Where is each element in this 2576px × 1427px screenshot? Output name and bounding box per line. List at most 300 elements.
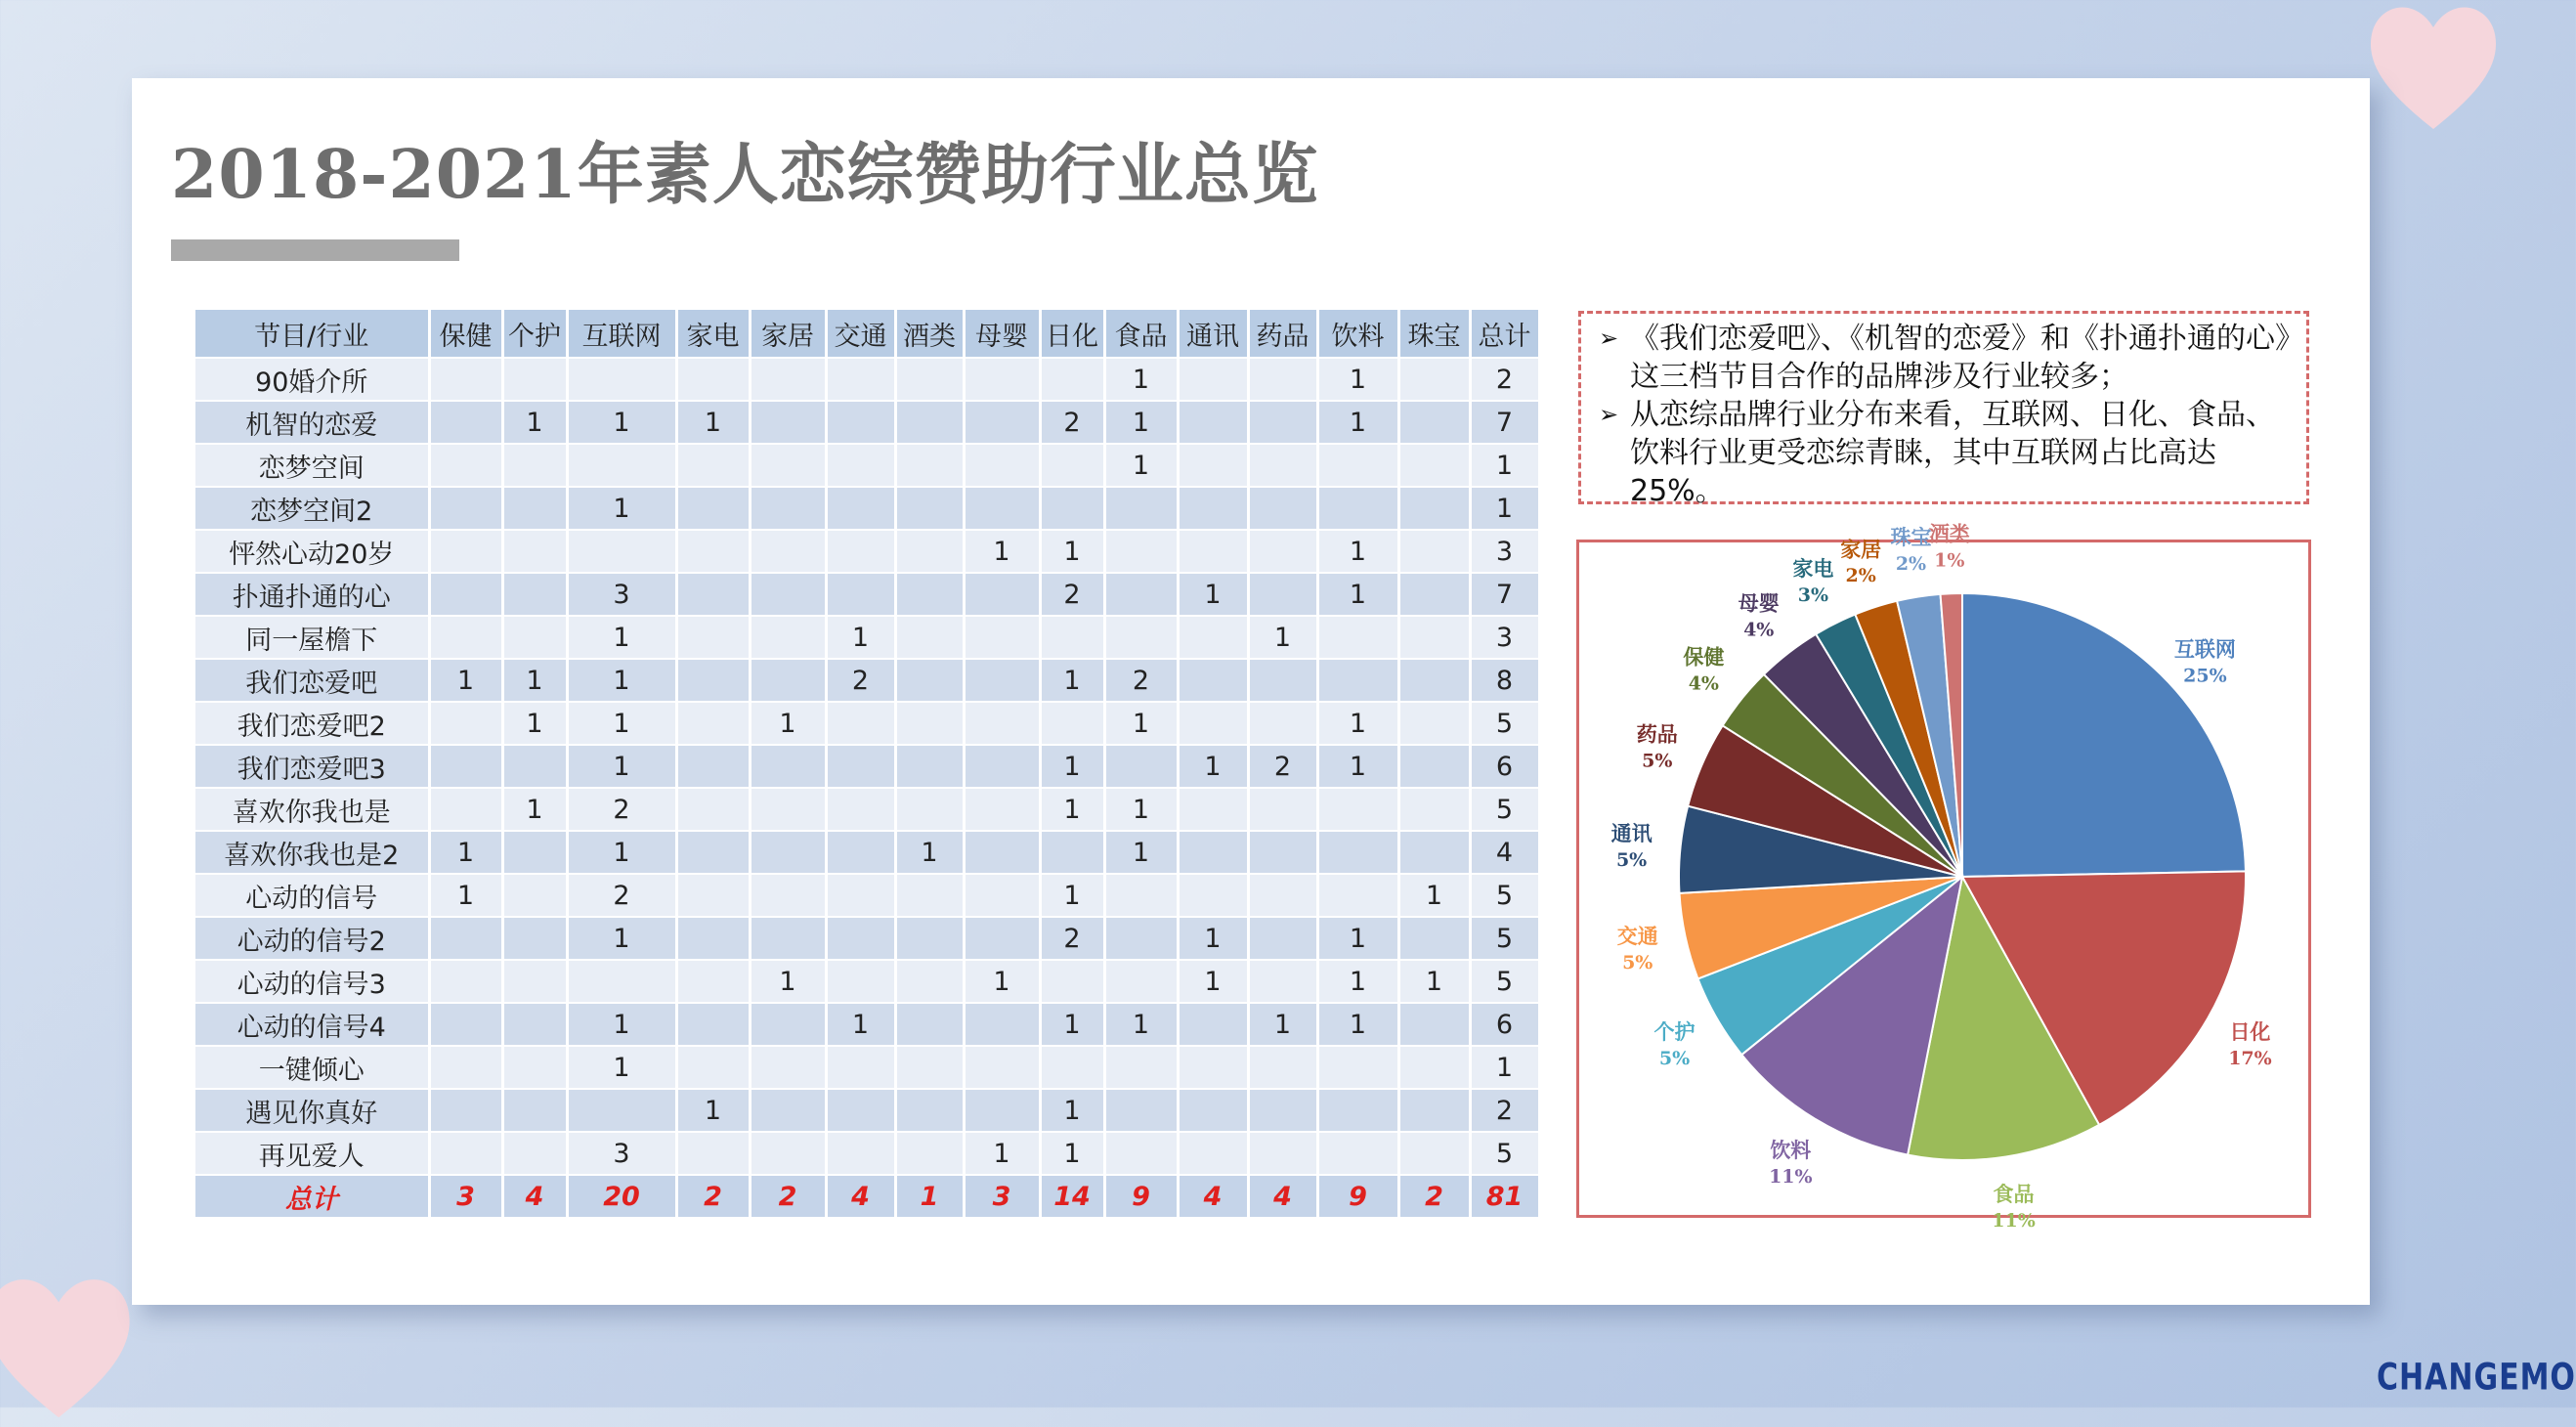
- note-item: [1599, 396, 2291, 510]
- table-cell: [502, 960, 567, 1003]
- table-cell: 1: [567, 616, 676, 659]
- table-cell: [1248, 1089, 1317, 1132]
- table-cell: 1: [1104, 1003, 1178, 1046]
- table-cell: [1178, 788, 1248, 831]
- pie-label-percent: 25%: [2183, 665, 2227, 687]
- table-cell: [1040, 960, 1104, 1003]
- table-cell: [1248, 1132, 1317, 1175]
- table-cell: 4: [1470, 831, 1539, 874]
- table-cell: [676, 659, 750, 702]
- table-cell: [1104, 1046, 1178, 1089]
- table-cell: [895, 659, 964, 702]
- pie-label-percent: 4%: [1743, 619, 1775, 641]
- table-cell: 1: [567, 659, 676, 702]
- table-cell: [429, 616, 502, 659]
- pie-label-name: 交通: [1616, 923, 1658, 948]
- table-cell: [826, 702, 895, 745]
- table-cell: [429, 358, 502, 401]
- total-cell: 3: [429, 1175, 502, 1218]
- table-cell: [676, 444, 750, 487]
- table-cell: 1: [567, 487, 676, 530]
- table-cell: [826, 960, 895, 1003]
- program-name-cell: 一键倾心: [195, 1046, 429, 1089]
- pie-label-name: 通讯: [1610, 821, 1653, 846]
- table-cell: [826, 917, 895, 960]
- program-name-cell: 喜欢你我也是: [195, 788, 429, 831]
- table-cell: 1: [429, 874, 502, 917]
- table-cell: [429, 702, 502, 745]
- table-cell: [676, 573, 750, 616]
- total-cell: 81: [1470, 1175, 1539, 1218]
- total-cell: 2: [750, 1175, 826, 1218]
- program-name-cell: 我们恋爱吧3: [195, 745, 429, 788]
- table-cell: [676, 616, 750, 659]
- table-cell: 3: [1470, 616, 1539, 659]
- table-cell: [750, 1046, 826, 1089]
- table-cell: 1: [826, 616, 895, 659]
- pie-label-percent: 11%: [1992, 1209, 2036, 1232]
- pie-label-name: 日化: [2229, 1019, 2271, 1044]
- pie-label-name: 药品: [1636, 721, 1678, 747]
- table-cell: [567, 530, 676, 573]
- table-cell: [750, 1132, 826, 1175]
- table-cell: [964, 1046, 1040, 1089]
- table-cell: [1317, 487, 1398, 530]
- pie-label-13: [1929, 521, 1970, 571]
- total-cell: 4: [502, 1175, 567, 1218]
- table-cell: [676, 530, 750, 573]
- table-cell: [1178, 1046, 1248, 1089]
- table-cell: 1: [1248, 1003, 1317, 1046]
- table-cell: 1: [567, 1003, 676, 1046]
- table-row: [195, 917, 1539, 960]
- heart-icon: [0, 1271, 142, 1427]
- table-cell: 1: [1470, 487, 1539, 530]
- notes-box: [1578, 311, 2309, 508]
- pie-label-percent: 4%: [1688, 672, 1719, 695]
- table-cell: [502, 831, 567, 874]
- table-row: [195, 616, 1539, 659]
- table-cell: [676, 1046, 750, 1089]
- table-cell: [895, 745, 964, 788]
- table-cell: [429, 745, 502, 788]
- table-cell: 7: [1470, 573, 1539, 616]
- program-name-cell: 怦然心动20岁: [195, 530, 429, 573]
- table-cell: [750, 745, 826, 788]
- pie-label-percent: 5%: [1622, 951, 1653, 973]
- table-cell: 1: [1104, 444, 1178, 487]
- program-name-cell: 同一屋檐下: [195, 616, 429, 659]
- table-cell: 1: [826, 1003, 895, 1046]
- total-cell: 14: [1040, 1175, 1104, 1218]
- table-cell: [895, 530, 964, 573]
- table-cell: 8: [1470, 659, 1539, 702]
- table-cell: [1398, 659, 1470, 702]
- table-cell: [429, 530, 502, 573]
- table-cell: [1040, 487, 1104, 530]
- table-cell: [1248, 358, 1317, 401]
- table-cell: [1248, 444, 1317, 487]
- table-cell: 1: [502, 788, 567, 831]
- table-cell: 1: [895, 831, 964, 874]
- table-cell: 1: [567, 917, 676, 960]
- table-cell: [429, 960, 502, 1003]
- pie-label-12: [1890, 525, 1931, 575]
- table-cell: 1: [1040, 788, 1104, 831]
- table-cell: 1: [964, 1132, 1040, 1175]
- program-name-cell: 心动的信号: [195, 874, 429, 917]
- pie-label-name: 母婴: [1738, 590, 1780, 616]
- table-cell: [826, 358, 895, 401]
- slide-card: [132, 78, 2370, 1305]
- table-cell: 1: [750, 960, 826, 1003]
- table-cell: [1398, 1046, 1470, 1089]
- table-cell: 5: [1470, 702, 1539, 745]
- pie-label-8: [1683, 645, 1724, 695]
- table-cell: [750, 444, 826, 487]
- table-row: [195, 745, 1539, 788]
- table-cell: [1178, 1003, 1248, 1046]
- table-cell: 3: [567, 1132, 676, 1175]
- table-cell: [1317, 616, 1398, 659]
- table-cell: [1248, 831, 1317, 874]
- table-cell: [1398, 401, 1470, 444]
- table-cell: [826, 573, 895, 616]
- table-cell: [1178, 1132, 1248, 1175]
- table-cell: [964, 444, 1040, 487]
- table-cell: [1104, 960, 1178, 1003]
- table-cell: [502, 358, 567, 401]
- table-cell: 1: [502, 702, 567, 745]
- table-cell: [1178, 874, 1248, 917]
- column-header: 通讯: [1178, 310, 1248, 358]
- table-row: [195, 831, 1539, 874]
- pie-label-name: 保健: [1683, 644, 1725, 670]
- table-cell: [826, 1132, 895, 1175]
- table-cell: [429, 1003, 502, 1046]
- table-cell: [1178, 487, 1248, 530]
- pie-label-2: [1992, 1182, 2036, 1232]
- table-cell: [676, 788, 750, 831]
- table-cell: [676, 702, 750, 745]
- table-cell: 1: [1178, 745, 1248, 788]
- table-cell: 2: [1470, 358, 1539, 401]
- table-cell: [502, 1089, 567, 1132]
- table-cell: [1317, 1046, 1398, 1089]
- table-cell: [1398, 530, 1470, 573]
- program-name-cell: 我们恋爱吧2: [195, 702, 429, 745]
- table-cell: [1040, 831, 1104, 874]
- table-cell: [502, 1046, 567, 1089]
- pie-label-6: [1611, 821, 1653, 871]
- table-cell: [1104, 1089, 1178, 1132]
- table-cell: [429, 788, 502, 831]
- table-cell: 2: [567, 874, 676, 917]
- table-cell: [1248, 874, 1317, 917]
- table-cell: [895, 1046, 964, 1089]
- pie-label-9: [1739, 590, 1780, 640]
- table-cell: 5: [1470, 788, 1539, 831]
- table-cell: 5: [1470, 874, 1539, 917]
- table-cell: [750, 1003, 826, 1046]
- table-cell: [895, 1132, 964, 1175]
- table-total-row: [195, 1175, 1539, 1218]
- table-cell: [895, 358, 964, 401]
- table-cell: [429, 401, 502, 444]
- table-cell: 1: [1317, 960, 1398, 1003]
- table-cell: 1: [1104, 401, 1178, 444]
- table-cell: 1: [1178, 917, 1248, 960]
- pie-label-percent: 5%: [1658, 1048, 1691, 1069]
- table-row: [195, 788, 1539, 831]
- pie-label-11: [1840, 537, 1881, 586]
- table-cell: [1317, 1132, 1398, 1175]
- pie-label-3: [1769, 1138, 1813, 1188]
- table-cell: [750, 874, 826, 917]
- table-cell: [502, 745, 567, 788]
- table-cell: [1248, 573, 1317, 616]
- table-cell: 1: [429, 831, 502, 874]
- table-row: [195, 401, 1539, 444]
- table-cell: [895, 960, 964, 1003]
- program-name-cell: 心动的信号3: [195, 960, 429, 1003]
- table-cell: [826, 874, 895, 917]
- table-row: [195, 1132, 1539, 1175]
- table-cell: [1104, 1132, 1178, 1175]
- table-cell: [1398, 573, 1470, 616]
- total-cell: 3: [964, 1175, 1040, 1218]
- table-row: [195, 659, 1539, 702]
- table-cell: [964, 874, 1040, 917]
- table-cell: [826, 745, 895, 788]
- table-cell: 1: [1317, 702, 1398, 745]
- program-name-cell: 扑通扑通的心: [195, 573, 429, 616]
- program-name-cell: 心动的信号2: [195, 917, 429, 960]
- table-row: [195, 573, 1539, 616]
- table-cell: [1398, 831, 1470, 874]
- table-cell: [750, 659, 826, 702]
- page-title: 2018-2021年素人恋综赞助行业总览: [171, 136, 1319, 214]
- column-header: 食品: [1104, 310, 1178, 358]
- table-cell: [1248, 1046, 1317, 1089]
- column-header: 珠宝: [1398, 310, 1470, 358]
- column-header: 互联网: [567, 310, 676, 358]
- table-cell: 1: [1398, 874, 1470, 917]
- column-header: 总计: [1470, 310, 1539, 358]
- table-row: [195, 1003, 1539, 1046]
- header-program-industry: 节目/行业: [195, 310, 429, 358]
- title-underline-bar: [171, 239, 459, 261]
- table-cell: 1: [1317, 917, 1398, 960]
- table-cell: [429, 1132, 502, 1175]
- table-cell: 1: [1104, 788, 1178, 831]
- column-header: 家电: [676, 310, 750, 358]
- table-cell: 2: [1040, 573, 1104, 616]
- total-label-cell: 总计: [195, 1175, 429, 1218]
- table-cell: 2: [1248, 745, 1317, 788]
- table-cell: [895, 702, 964, 745]
- total-cell: 4: [1178, 1175, 1248, 1218]
- table-cell: [964, 616, 1040, 659]
- table-cell: 1: [676, 1089, 750, 1132]
- pie-label-name: 互联网: [2173, 636, 2236, 662]
- table-cell: [826, 401, 895, 444]
- program-name-cell: 再见爱人: [195, 1132, 429, 1175]
- program-name-cell: 喜欢你我也是2: [195, 831, 429, 874]
- total-cell: 2: [1398, 1175, 1470, 1218]
- table-row: [195, 960, 1539, 1003]
- pie-label-percent: 5%: [1642, 750, 1673, 772]
- table-cell: [502, 573, 567, 616]
- table-cell: [1248, 960, 1317, 1003]
- table-cell: 1: [1104, 831, 1178, 874]
- column-header: 母婴: [964, 310, 1040, 358]
- table-cell: [1398, 358, 1470, 401]
- table-cell: [567, 358, 676, 401]
- table-cell: [1398, 745, 1470, 788]
- table-cell: [1104, 917, 1178, 960]
- table-cell: 1: [1104, 702, 1178, 745]
- program-name-cell: 恋梦空间2: [195, 487, 429, 530]
- table-cell: [1178, 1089, 1248, 1132]
- table-cell: [750, 616, 826, 659]
- table-cell: [1178, 659, 1248, 702]
- program-name-cell: 机智的恋爱: [195, 401, 429, 444]
- table-cell: [964, 401, 1040, 444]
- table-cell: [1178, 444, 1248, 487]
- table-cell: 1: [502, 659, 567, 702]
- table-cell: [429, 1046, 502, 1089]
- table-cell: 1: [1040, 1132, 1104, 1175]
- table-cell: [1178, 702, 1248, 745]
- table-cell: [1398, 616, 1470, 659]
- pie-label-10: [1792, 556, 1833, 606]
- table-cell: [895, 401, 964, 444]
- table-header-row: [195, 310, 1539, 358]
- table-cell: [826, 1046, 895, 1089]
- table-cell: [676, 917, 750, 960]
- column-header: 酒类: [895, 310, 964, 358]
- table-cell: [1178, 831, 1248, 874]
- table-cell: [750, 788, 826, 831]
- table-cell: [750, 573, 826, 616]
- pie-label-percent: 17%: [2228, 1048, 2272, 1069]
- table-cell: [750, 917, 826, 960]
- pie-label-7: [1637, 721, 1678, 771]
- column-header: 交通: [826, 310, 895, 358]
- table-cell: 6: [1470, 745, 1539, 788]
- table-cell: [1398, 1132, 1470, 1175]
- table-row: [195, 874, 1539, 917]
- table-cell: [1040, 702, 1104, 745]
- table-cell: [429, 917, 502, 960]
- table-cell: [826, 788, 895, 831]
- table-cell: 5: [1470, 1132, 1539, 1175]
- table-cell: [1178, 530, 1248, 573]
- table-cell: [1104, 573, 1178, 616]
- table-cell: [502, 1132, 567, 1175]
- table-cell: 1: [1040, 659, 1104, 702]
- table-cell: 6: [1470, 1003, 1539, 1046]
- table-cell: 1: [676, 401, 750, 444]
- table-cell: [676, 358, 750, 401]
- table-cell: [1317, 1089, 1398, 1132]
- table-cell: [429, 487, 502, 530]
- table-cell: [1317, 444, 1398, 487]
- table-cell: 3: [1470, 530, 1539, 573]
- table-cell: 1: [1317, 530, 1398, 573]
- pie-label-name: 家电: [1792, 556, 1834, 582]
- table-cell: 1: [567, 745, 676, 788]
- table-cell: 5: [1470, 960, 1539, 1003]
- table-cell: [502, 487, 567, 530]
- table-cell: 1: [502, 401, 567, 444]
- table-cell: [1040, 444, 1104, 487]
- table-cell: 1: [1470, 1046, 1539, 1089]
- table-cell: [895, 444, 964, 487]
- industry-pie-chart: [1579, 521, 2308, 1232]
- table-cell: 1: [1317, 358, 1398, 401]
- table-cell: [676, 874, 750, 917]
- column-header: 日化: [1040, 310, 1104, 358]
- table-cell: 2: [826, 659, 895, 702]
- table-cell: 1: [1040, 530, 1104, 573]
- column-header: 饮料: [1317, 310, 1398, 358]
- table-cell: [1248, 659, 1317, 702]
- table-cell: [826, 444, 895, 487]
- table-cell: 1: [1317, 745, 1398, 788]
- pie-label-name: 珠宝: [1890, 525, 1932, 550]
- pie-label-percent: 3%: [1797, 584, 1829, 607]
- table-cell: [895, 487, 964, 530]
- pie-label-percent: 1%: [1934, 549, 1965, 572]
- arrow-bullet-icon: ➢: [1599, 324, 1619, 352]
- table-cell: [826, 831, 895, 874]
- table-row: [195, 444, 1539, 487]
- table-cell: [502, 874, 567, 917]
- pie-label-1: [2228, 1019, 2272, 1069]
- table-cell: [1178, 616, 1248, 659]
- total-cell: 1: [895, 1175, 964, 1218]
- table-cell: [964, 917, 1040, 960]
- table-cell: [1398, 788, 1470, 831]
- table-cell: 1: [1470, 444, 1539, 487]
- table-cell: [1317, 659, 1398, 702]
- table-cell: [1398, 1089, 1470, 1132]
- table-cell: [750, 530, 826, 573]
- table-row: [195, 1046, 1539, 1089]
- table-row: [195, 487, 1539, 530]
- pie-label-percent: 2%: [1845, 565, 1876, 587]
- pie-label-percent: 2%: [1895, 553, 1927, 576]
- table-cell: 1: [1248, 616, 1317, 659]
- table-cell: [502, 530, 567, 573]
- pie-label-5: [1617, 924, 1658, 973]
- table-cell: [429, 444, 502, 487]
- pie-label-name: 个护: [1653, 1019, 1696, 1044]
- arrow-bullet-icon: ➢: [1599, 401, 1619, 428]
- table-cell: [502, 444, 567, 487]
- brand-logo: CHANGEMO: [2377, 1356, 2576, 1400]
- table-row: [195, 702, 1539, 745]
- table-cell: 1: [750, 702, 826, 745]
- table-cell: 2: [1040, 401, 1104, 444]
- column-header: 药品: [1248, 310, 1317, 358]
- heart-icon: [2360, 0, 2507, 137]
- table-cell: [1104, 874, 1178, 917]
- pie-label-name: 食品: [1993, 1181, 2035, 1206]
- table-cell: [676, 487, 750, 530]
